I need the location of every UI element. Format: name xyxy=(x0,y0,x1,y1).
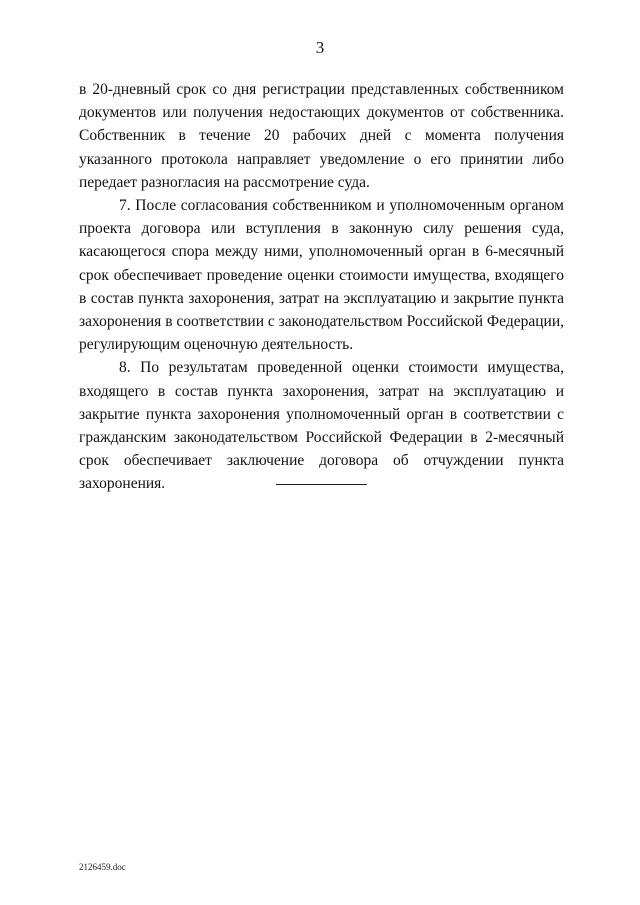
end-of-document-rule xyxy=(276,484,367,485)
page-number: 3 xyxy=(315,38,325,57)
footer-file-name: 2126459.doc xyxy=(79,862,126,872)
paragraph-continuation: в 20-дневный срок со дня регистрации представленных собственником документов или получения недостающих документов от собственника. Собственник в течение 20 рабочих дней с момента получения указанного протокола направляет уведомление о его принятии либо передает разногласия на рассмотрение суда. xyxy=(79,81,564,191)
document-body xyxy=(79,78,564,496)
paragraph-item-7: 7. После согласования собственником и уполномоченным органом проекта договора или вступления в законную силу решения суда, касающегося спора между ними, уполномоченный орган в 6-месячный срок обеспечивает проведение оценки стоимости имущества, входящего в состав пункта захоронения, затрат на эксплуатацию и закрытие пункта захоронения в соответствии с законодательством Российской Федерации, регулирующим оценочную деятельность. xyxy=(79,197,564,354)
paragraph-item-8: 8. По результатам проведенной оценки стоимости имущества, входящего в состав пункта захоронения, затрат на эксплуатацию и закрытие пункта захоронения уполномоченный орган в соответствии с гражданским законодательством Российской Федерации в 2-месячный срок обеспечивает заключение договора об отчуждении пункта захоронения. xyxy=(79,359,564,493)
